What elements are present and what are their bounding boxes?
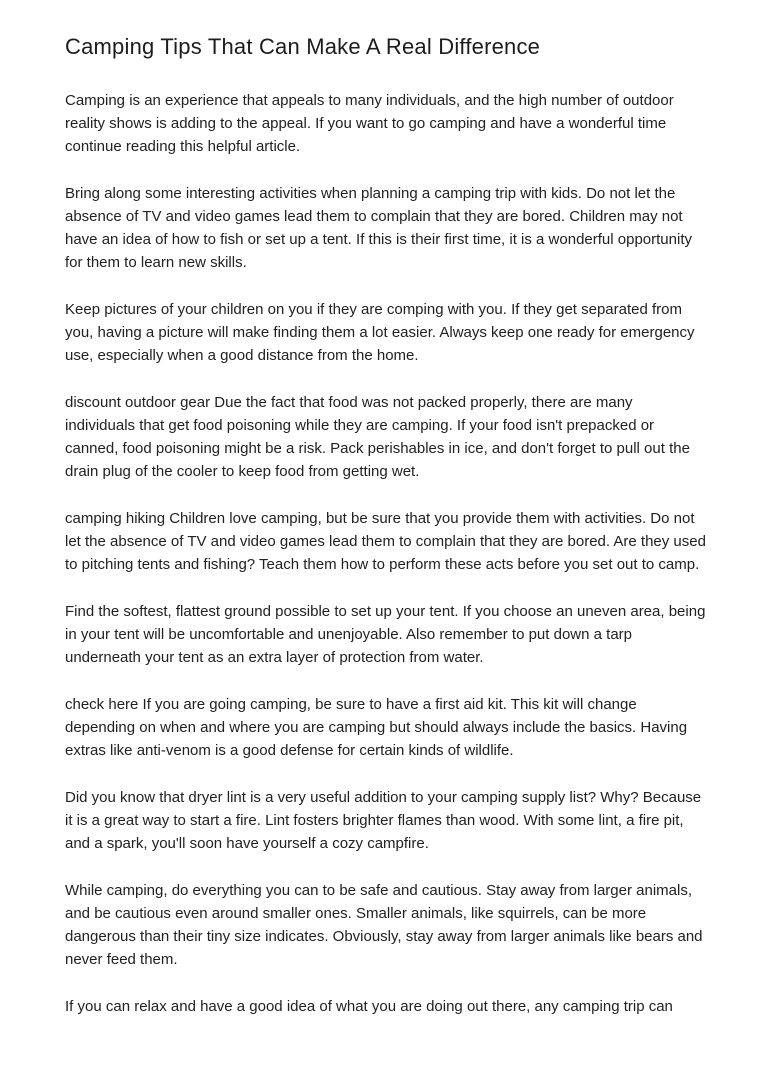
paragraph: check here If you are going camping, be sure to have a first aid kit. This kit will change depending on when and where you are camping but should always include the basics. Having extras like anti-venom is a good defense for certain kinds of wildlife. xyxy=(65,696,688,759)
paragraph: Camping is an experience that appeals to many individuals, and the high number of outdoor reality shows is adding to the appeal. If you want to go camping and have a wonderful time continue reading this helpful article. xyxy=(65,92,674,155)
page-title: Camping Tips That Can Make A Real Difference xyxy=(65,34,541,59)
paragraph: Find the softest, flattest ground possible to set up your tent. If you choose an uneven area, being in your tent will be uncomfortable and unenjoyable. Also remember to put down a tarp underneath your tent as an extra layer of protection from water. xyxy=(65,603,706,666)
paragraph: Did you know that dryer lint is a very useful addition to your camping supply list? Why? Because it is a great way to start a fire. Lint fosters brighter flames than wood. With some lint, a fire pit, and a spark, you'll soon have yourself a cozy campfire. xyxy=(65,789,702,852)
paragraph: camping hiking Children love camping, but be sure that you provide them with activities. Do not let the absence of TV and video games lead them to complain that they are bored. Are they used to pitching tents and fishing? Teach them how to perform these acts before you set out to camp. xyxy=(65,510,706,573)
paragraph: If you can relax and have a good idea of what you are doing out there, any camping trip can xyxy=(65,998,673,1015)
paragraph: Keep pictures of your children on you if they are comping with you. If they get separated from you, having a picture will make finding them a lot easier. Always keep one ready for emergency use, especially when a good distance from the home. xyxy=(65,301,695,364)
paragraph: While camping, do everything you can to be safe and cautious. Stay away from larger animals, and be cautious even around smaller ones. Smaller animals, like squirrels, can be more dangerous than their tiny size indicates. Obviously, stay away from larger animals like bears and never feed them. xyxy=(65,882,703,968)
paragraph: Bring along some interesting activities when planning a camping trip with kids. Do not let the absence of TV and video games lead them to complain that they are bored. Children may not have an idea of how to fish or set up a tent. If this is their first time, it is a wonderful opportunity for them to learn new skills. xyxy=(65,185,692,271)
paragraph: discount outdoor gear Due the fact that food was not packed properly, there are many individuals that get food poisoning while they are camping. If your food isn't prepacked or canned, food poisoning might be a risk. Pack perishables in ice, and don't forget to pull out the drain plug of the cooler to keep food from getting wet. xyxy=(65,394,690,480)
